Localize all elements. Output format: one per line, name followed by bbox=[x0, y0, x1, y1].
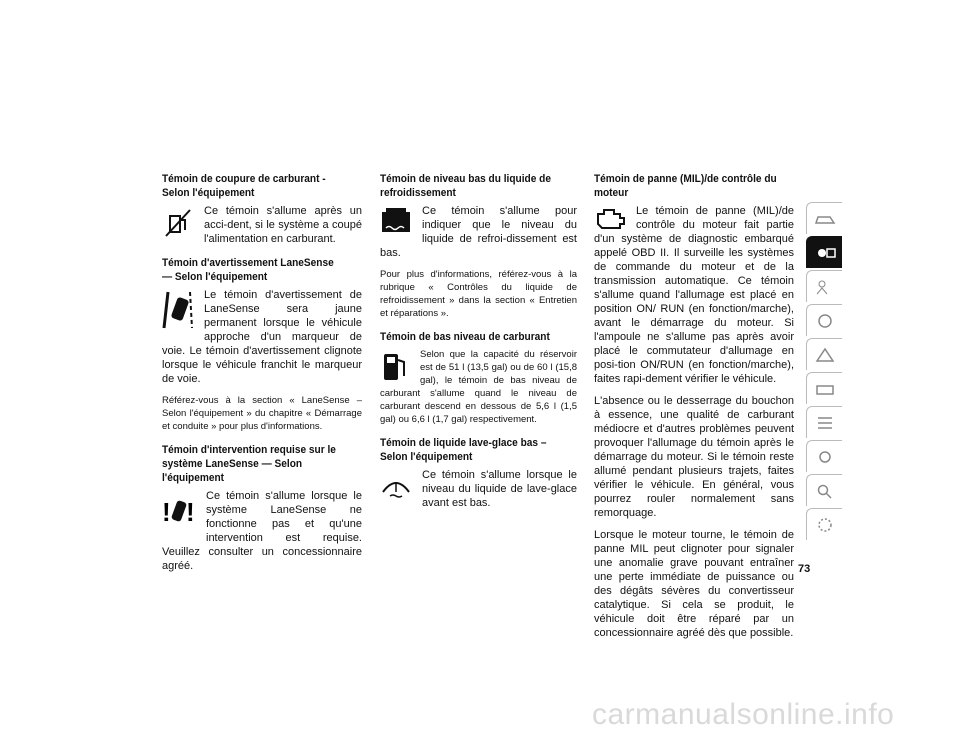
low-fuel-title: Témoin de bas niveau de carburant bbox=[380, 331, 550, 343]
low-fuel-text: Selon que la capacité du réservoir est de 51 l (13,5 gal) ou de 60 l (15,8 gal), le témoin de bas niveau de carburant s'allume quand le niveau de carburant descend en dessous de 5,6 l (1,5 gal) ou 6,6 l (1,7 gal) respectivement. bbox=[380, 349, 577, 425]
mil-paragraph-2: L'absence ou le desserrage du bouchon à essence, une qualité de carburant médiocre et d'autres problèmes peuvent provoquer l'allumage du témoin après le démarrage du moteur. Si le témoin reste allumé pendant plusieurs trajets, faites vérifier le véhicule. En général, vous pourrez rouler normalement sans remorquage. bbox=[594, 395, 794, 519]
fuel-cutoff-text: Ce témoin s'allume après un acci-dent, si le système a coupé l'alimentation en carburant. bbox=[204, 205, 362, 245]
check-engine-icon bbox=[594, 206, 626, 230]
tab-warning-lights-icon[interactable] bbox=[806, 236, 842, 268]
mil-paragraph-3: Lorsque le moteur tourne, le témoin de panne MIL peut clignoter pour signaler une anomalie grave pouvant entraîner une perte immédiate de puissance ou des dégâts sévères du convertisseur catalytique. Si cela se produit, le véhicule doit être réparé par un concessionnaire agréé dès que possible. bbox=[594, 529, 794, 639]
fuel-pump-icon bbox=[380, 350, 410, 382]
washer-fluid-title: Témoin de liquide lave-glace bas – Selon l'équipement bbox=[380, 437, 547, 463]
lanesense-note: Référez-vous à la section « LaneSense – Selon l'équipement » du chapitre « Démarrage et conduite » pour plus d'informations. bbox=[162, 395, 362, 432]
lanesense-warning-title: Témoin d'avertissement LaneSense — Selon l'équipement bbox=[162, 257, 334, 283]
watermark: carmanualsonline.info bbox=[592, 698, 895, 731]
lanesense-warning-text: Le témoin d'avertissement de LaneSense sera jaune permanent lorsque le véhicule approche d'un marqueur de voie. Le témoin d'avertissement clignote lorsque le véhicule franchit le marqueur de voie. bbox=[162, 289, 362, 385]
right-column bbox=[594, 172, 794, 648]
tab-specs-icon[interactable] bbox=[806, 406, 842, 438]
washer-fluid-text: Ce témoin s'allume lorsque le niveau du liquide de lave-glace avant est bas. bbox=[422, 469, 577, 509]
fuel-cutoff-title: Témoin de coupure de carburant - Selon l'équipement bbox=[162, 173, 326, 199]
fuel-cutoff-icon bbox=[162, 206, 194, 238]
tab-customer-icon[interactable] bbox=[806, 440, 842, 472]
left-column bbox=[162, 172, 362, 581]
coolant-icon bbox=[380, 206, 412, 236]
tab-car-icon[interactable] bbox=[806, 202, 842, 234]
svg-text:!: ! bbox=[162, 497, 171, 527]
lane-departure-icon bbox=[162, 290, 194, 330]
coolant-text: Ce témoin s'allume pour indiquer que le niveau du liquide de refroi-dissement est bas. bbox=[380, 205, 577, 259]
chapter-tabs bbox=[806, 202, 842, 542]
lanesense-service-text: Ce témoin s'allume lorsque le système LaneSense ne fonctionne pas et qu'une intervention est requise. Veuillez consulter un concessionnaire agréé. bbox=[162, 490, 362, 572]
tab-safety-icon[interactable] bbox=[806, 270, 842, 302]
lanesense-service-title: Témoin d'intervention requise sur le système LaneSense — Selon l'équipement bbox=[162, 444, 336, 484]
mil-title: Témoin de panne (MIL)/de contrôle du moteur bbox=[594, 173, 777, 199]
tab-service-icon[interactable] bbox=[806, 372, 842, 404]
washer-fluid-icon bbox=[380, 470, 412, 498]
tab-steering-icon[interactable] bbox=[806, 304, 842, 336]
tab-emergency-icon[interactable] bbox=[806, 338, 842, 370]
svg-text:!: ! bbox=[186, 497, 195, 527]
tab-search-icon[interactable] bbox=[806, 474, 842, 506]
page-number: 73 bbox=[798, 563, 811, 575]
coolant-note: Pour plus d'informations, référez-vous à la rubrique « Contrôles du liquide de refroidissement » dans la section « Entretien et réparations ». bbox=[380, 269, 577, 319]
tab-language-icon[interactable] bbox=[806, 508, 842, 540]
mil-text: Le témoin de panne (MIL)/de contrôle du moteur fait partie d'un système de diagnostic embarqué appelé OBD II. Il surveille les systèmes de commande du moteur et de la transmission automatique. Ce témoin s'allume quand l'allumage est placé en position ON/ RUN (en fonction/marche), avant le démarrage du moteur. Si l'ampoule ne s'allume pas après avoir placé le commutateur d'allumage en posi-tion ON/RUN (en fonction/marche), faites rapi-dement vérifier le véhicule. bbox=[594, 205, 794, 385]
coolant-title: Témoin de niveau bas du liquide de refroidissement bbox=[380, 173, 551, 199]
lanesense-service-icon bbox=[162, 491, 196, 531]
middle-column bbox=[380, 172, 577, 518]
